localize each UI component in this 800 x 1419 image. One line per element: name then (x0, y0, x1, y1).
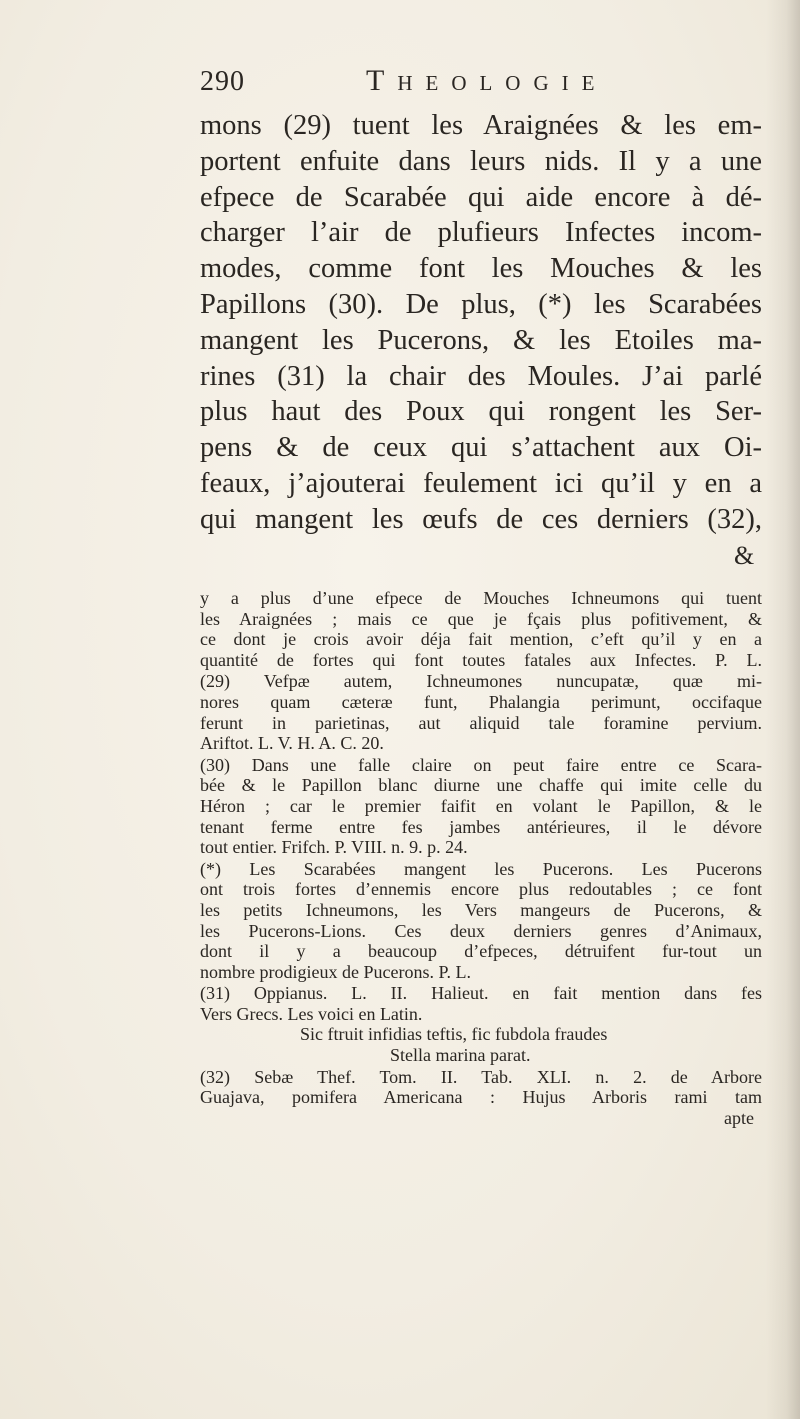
note-line: nombre prodigieux de Pucerons. P. L. (200, 961, 471, 982)
catchword: & (734, 541, 755, 570)
note-line: nores quam cæteræ funt, Phalangia perimunt, occifaque (200, 691, 762, 712)
note-32 (200, 1067, 762, 1129)
page-edge-shadow (766, 0, 800, 1419)
main-line: mons (29) tuent les Araignées & les em- (200, 110, 762, 141)
main-line: plus haut des Poux qui rongent les Ser- (200, 396, 762, 428)
main-line: rines (31) la chair des Moules. J’ai parlé (200, 360, 762, 392)
note-line: (30) Dans une falle claire on peut faire entre ce Scara- (200, 754, 762, 775)
note-line: les Pucerons-Lions. Ces deux derniers genres d’Animaux, (200, 920, 762, 941)
note-line: tenant ferme entre fes jambes antérieures, il le dévore (200, 816, 762, 837)
note-line: Ariftot. L. V. H. A. C. 20. (200, 733, 384, 754)
note-line: dont il y a beaucoup d’efpeces, détruifent fur-tout un (200, 941, 762, 962)
note-line: tout entier. Frifch. P. VIII. n. 9. p. 24. (200, 837, 468, 858)
page-number: 290 (200, 66, 245, 97)
note-line: (32) Sebæ Thef. Tom. II. Tab. XLI. n. 2. de Arbore (200, 1066, 762, 1087)
note-line: ont trois fortes d’ennemis encore plus redoutables ; ce font (200, 879, 762, 900)
verse-line: Stella marina parat. (390, 1045, 531, 1066)
main-line: feaux, j’ajouterai feulement ici qu’il y en a (200, 467, 762, 499)
note-line: (29) Vefpæ autem, Ichneumones nuncupatæ, quæ mi- (200, 671, 762, 692)
note-line: bée & le Papillon blanc diurne une chaffe qui imite celle du (200, 775, 762, 796)
note-29 (200, 671, 762, 753)
note-line: Guajava, pomifera Americana : Hujus Arboris rami tam (200, 1087, 762, 1108)
page-header (200, 66, 770, 106)
main-line: charger l’air de plufieurs Infectes incom- (200, 217, 762, 249)
note-line: y a plus d’une efpece de Mouches Ichneumons qui tuent (200, 588, 762, 608)
note-line: (31) Oppianus. L. II. Halieut. en fait mention dans fes (200, 983, 762, 1004)
main-line: modes, comme font les Mouches & les (200, 253, 762, 285)
note-line: les petits Ichneumons, les Vers mangeurs de Pucerons, & (200, 899, 762, 920)
main-line: efpece de Scarabée qui aide encore à dé- (200, 181, 762, 213)
note-line: Héron ; car le premier faifit en volant le Papillon, & le (200, 795, 762, 816)
footnotes (200, 588, 762, 1129)
note-line: quantité de fortes qui font toutes fatales aux Infectes. P. L. (200, 649, 762, 670)
main-line: qui mangent les œufs de ces derniers (32), (200, 503, 762, 535)
main-line: pens & de ceux qui s’attachent aux Oi- (200, 432, 762, 464)
main-line: mangent les Pucerons, & les Etoiles ma- (200, 324, 762, 356)
running-title: Theologie (366, 64, 608, 97)
note-30 (200, 755, 762, 858)
note-line: Vers Grecs. Les voici en Latin. (200, 1003, 423, 1024)
note-line: ferunt in parietinas, aut aliquid tale foramine pervium. (200, 712, 762, 733)
note-line: les Araignées ; mais ce que je fçais plus pofitivement, & (200, 608, 762, 629)
note-line: ce dont je crois avoir déja fait mention, c’eft qu’il y en a (200, 629, 762, 650)
main-text (200, 108, 762, 538)
main-line: portent enfuite dans leurs nids. Il y a une (200, 145, 762, 177)
note-31 (200, 983, 762, 1065)
note-continuation (200, 588, 762, 670)
note-asterisk (200, 859, 762, 983)
note-line: (*) Les Scarabées mangent les Pucerons. Les Pucerons (200, 858, 762, 879)
bottom-catchword: apte (724, 1107, 754, 1128)
main-line: Papillons (30). De plus, (*) les Scarabées (200, 288, 762, 320)
verse-line: Sic ftruit infidias teftis, fic fubdola fraudes (300, 1024, 608, 1045)
